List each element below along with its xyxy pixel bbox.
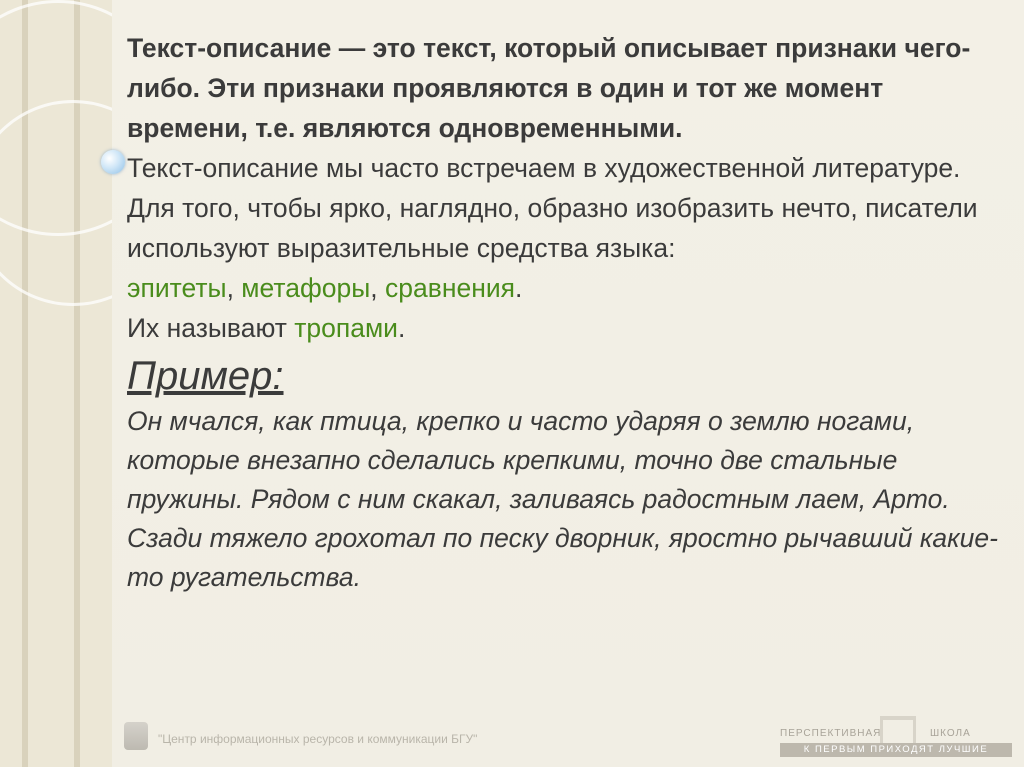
footer-source: [124, 722, 564, 752]
school-logo: [780, 716, 1012, 760]
decorative-ring: [0, 100, 112, 306]
example-text: Он мчался, как птица, крепко и часто ударяя о землю ногами, которые внезапно сделались крепкими, точно две стальные пружины. Рядом с ним скакал, заливаясь радостным лаем, Арто. Сзади тяжело грохотал по песку дворник, яростно рычавший какие-то ругательства.: [127, 406, 998, 592]
tropes-line: [127, 268, 1007, 308]
school-motto: К ПЕРВЫМ ПРИХОДЯТ ЛУЧШИЕ: [780, 743, 1012, 757]
bubble-decoration: [101, 150, 125, 174]
university-logo-icon: [124, 722, 148, 750]
school-word-1: ПЕРСПЕКТИВНАЯ: [780, 728, 882, 739]
school-name: [780, 728, 1012, 739]
footer-source-text: "Центр информационных ресурсов и коммуникации БГУ": [158, 732, 478, 746]
separator: ,: [226, 273, 242, 303]
trope-comparisons: сравнения: [385, 273, 515, 303]
school-word-2: ШКОЛА: [930, 728, 971, 739]
separator: ,: [370, 273, 386, 303]
called-suffix: .: [397, 313, 406, 343]
called-prefix: Их называют: [127, 313, 295, 343]
decorative-left-strip: [0, 0, 112, 767]
period: .: [514, 273, 523, 303]
description-paragraph: Текст-описание мы часто встречаем в художественной литературе. Для того, чтобы ярко, наглядно, образно изобразить нечто, писатели используют выразительные средства языка:: [127, 153, 978, 263]
example-heading: Пример:: [127, 354, 284, 398]
slide-text: [127, 28, 1007, 597]
definition-text: Текст-описание — это текст, который описывает признаки чего-либо. Эти признаки проявляются в один и тот же момент времени, т.е. являются одновременными.: [127, 33, 971, 143]
tropes-term: тропами: [294, 313, 398, 343]
trope-epithets: эпитеты: [127, 273, 227, 303]
tropes-called-line: [127, 308, 1007, 348]
trope-metaphors: метафоры: [241, 273, 371, 303]
